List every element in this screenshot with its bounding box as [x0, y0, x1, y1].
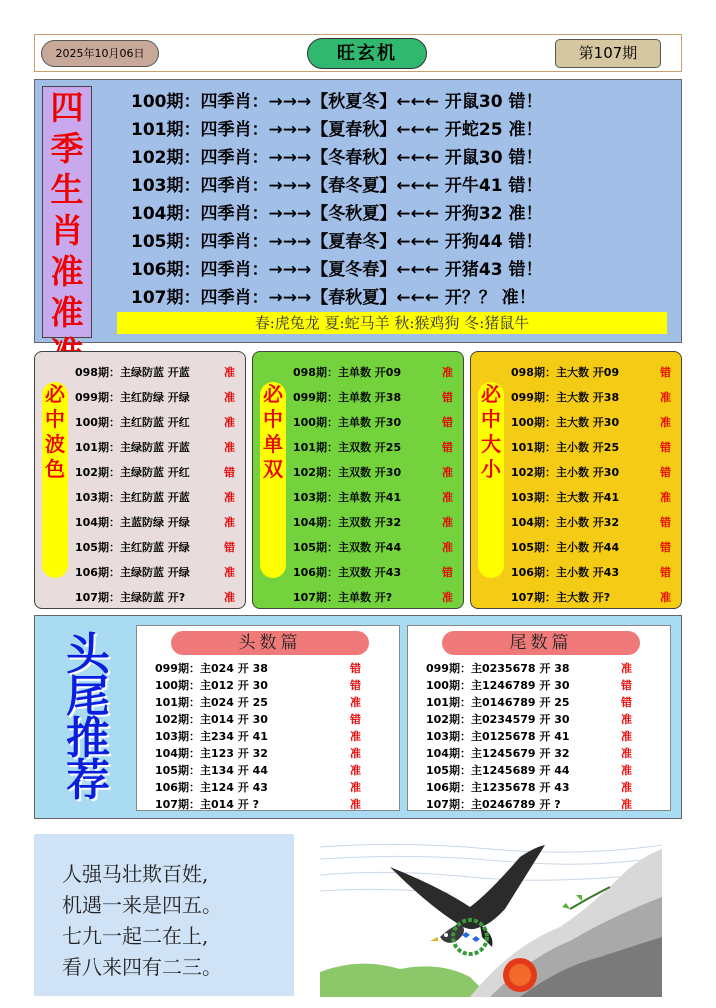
list-item [426, 745, 666, 762]
vertical-title-char: 季 [50, 129, 84, 168]
date-badge: 2025年10月06日 [41, 40, 159, 67]
vertical-title-char: 中 [263, 407, 283, 431]
result-label: 准 [660, 591, 671, 604]
list-item [511, 360, 679, 385]
list-item [75, 535, 243, 560]
result-label: 错 [350, 679, 361, 692]
list-item-text: 101期：主0146789 开 25 [426, 696, 570, 709]
list-item-text: 103期：主大数 开41 [511, 491, 620, 504]
result-label: 错 [660, 516, 671, 529]
list-item-text: 103期：主0125678 开 41 [426, 730, 570, 743]
wave-color-panel [34, 351, 246, 609]
list-item-text: 106期：主双数 开43 [293, 566, 402, 579]
list-item [293, 485, 461, 510]
vertical-title-char: 色 [45, 457, 65, 481]
list-item-text: 099期：主单数 开38 [293, 391, 402, 404]
list-item [426, 728, 666, 745]
list-item-text: 106期：主小数 开43 [511, 566, 620, 579]
list-item-text: 104期：主小数 开32 [511, 516, 620, 529]
four-seasons-section [34, 79, 682, 343]
list-item-text: 107期：主绿防蓝 开? [75, 591, 186, 604]
vertical-title-char: 尾 [66, 671, 110, 722]
result-label: 准 [442, 516, 453, 529]
season-row: 101期：四季肖：→→→【夏春秋】←←← 开蛇25 准！ [131, 120, 543, 140]
result-label: 准 [621, 798, 632, 811]
list-item-text: 100期：主大数 开30 [511, 416, 620, 429]
result-label: 准 [350, 730, 361, 743]
list-item-text: 102期：主0234579 开 30 [426, 713, 570, 726]
list-item [511, 460, 679, 485]
list-item [155, 694, 395, 711]
list-item-text: 099期：主024 开 38 [155, 662, 268, 675]
result-label: 准 [621, 662, 632, 675]
list-item-text: 106期：主124 开 43 [155, 781, 268, 794]
list-item [426, 779, 666, 796]
list-item [75, 360, 243, 385]
list-item-text: 102期：主绿防蓝 开红 [75, 466, 190, 479]
list-item-text: 101期：主024 开 25 [155, 696, 268, 709]
list-item [293, 510, 461, 535]
result-label: 准 [224, 441, 235, 454]
result-label: 准 [442, 541, 453, 554]
four-seasons-list [131, 88, 651, 312]
list-item-text: 105期：主小数 开44 [511, 541, 620, 554]
list-item-text: 107期：主0246789 开 ? [426, 798, 561, 811]
vertical-title-char: 波 [45, 432, 65, 456]
big-small-panel [470, 351, 682, 609]
list-item [155, 779, 395, 796]
big-small-vertical-title [478, 382, 504, 578]
list-item-text: 104期：主双数 开32 [293, 516, 402, 529]
list-item [75, 410, 243, 435]
season-row: 105期：四季肖：→→→【夏春冬】←←← 开狗44 错！ [131, 232, 543, 252]
result-label: 准 [350, 764, 361, 777]
result-label: 错 [621, 679, 632, 692]
list-item-text: 100期：主单数 开30 [293, 416, 402, 429]
list-item-text: 099期：主0235678 开 38 [426, 662, 570, 675]
list-item [293, 585, 461, 610]
result-label: 准 [660, 391, 671, 404]
result-label: 错 [442, 566, 453, 579]
list-item [511, 385, 679, 410]
result-label: 错 [224, 466, 235, 479]
result-label: 错 [660, 541, 671, 554]
result-label: 准 [621, 730, 632, 743]
season-row: 102期：四季肖：→→→【冬春秋】←←← 开鼠30 错！ [131, 148, 543, 168]
list-item-text: 100期：主012 开 30 [155, 679, 268, 692]
vertical-title-char: 肖 [50, 211, 84, 250]
page-title: 旺玄机 [307, 38, 427, 69]
list-item-text: 103期：主234 开 41 [155, 730, 268, 743]
list-item-text: 100期：主红防蓝 开红 [75, 416, 190, 429]
list-item-text: 102期：主双数 开30 [293, 466, 402, 479]
list-item [155, 728, 395, 745]
list-item [426, 677, 666, 694]
result-label: 准 [350, 696, 361, 709]
head-tail-section [34, 615, 682, 819]
tail-number-box [407, 625, 671, 811]
tail-number-title: 尾数篇 [442, 631, 640, 655]
list-item [511, 535, 679, 560]
list-item-text: 100期：主1246789 开 30 [426, 679, 570, 692]
result-label: 错 [442, 416, 453, 429]
head-number-list [155, 660, 395, 813]
result-label: 准 [224, 516, 235, 529]
list-item-text: 105期：主双数 开44 [293, 541, 402, 554]
list-item-text: 105期：主红防蓝 开绿 [75, 541, 190, 554]
list-item-text: 104期：主123 开 32 [155, 747, 268, 760]
list-item [293, 385, 461, 410]
result-label: 准 [224, 391, 235, 404]
vertical-title-char: 大 [481, 432, 501, 456]
vertical-title-char: 准 [50, 252, 84, 291]
odd-even-vertical-title [260, 382, 286, 578]
result-label: 错 [442, 391, 453, 404]
vertical-title-char: 中 [45, 407, 65, 431]
list-item-text: 099期：主大数 开38 [511, 391, 620, 404]
result-label: 准 [350, 747, 361, 760]
vertical-title-char: 中 [481, 407, 501, 431]
list-item-text: 107期：主大数 开? [511, 591, 611, 604]
list-item [293, 435, 461, 460]
vertical-title-char: 双 [263, 457, 283, 481]
list-item [426, 711, 666, 728]
result-label: 准 [224, 366, 235, 379]
big-small-list [511, 360, 679, 610]
result-label: 准 [224, 416, 235, 429]
list-item [75, 435, 243, 460]
vertical-title-char: 必 [45, 382, 65, 406]
list-item-text: 106期：主绿防蓝 开绿 [75, 566, 190, 579]
result-label: 准 [442, 491, 453, 504]
list-item [426, 660, 666, 677]
list-item-text: 098期：主大数 开09 [511, 366, 620, 379]
result-label: 准 [442, 591, 453, 604]
list-item [426, 796, 666, 813]
odd-even-panel [252, 351, 464, 609]
list-item-text: 107期：主014 开 ? [155, 798, 259, 811]
list-item [155, 711, 395, 728]
list-item-text: 103期：主红防蓝 开蓝 [75, 491, 190, 504]
list-item-text: 098期：主单数 开09 [293, 366, 402, 379]
result-label: 错 [660, 566, 671, 579]
list-item-text: 101期：主小数 开25 [511, 441, 620, 454]
list-item [426, 762, 666, 779]
poem-line: 人强马壮欺百姓, [62, 862, 209, 886]
list-item [155, 796, 395, 813]
result-label: 准 [621, 764, 632, 777]
list-item [293, 560, 461, 585]
list-item-text: 105期：主134 开 44 [155, 764, 268, 777]
vertical-title-char: 头 [66, 629, 110, 680]
list-item [155, 660, 395, 677]
list-item [511, 410, 679, 435]
season-row: 107期：四季肖：→→→【春秋夏】←←← 开？？ 准！ [131, 288, 536, 308]
result-label: 准 [621, 781, 632, 794]
result-label: 准 [350, 798, 361, 811]
tail-number-list [426, 660, 666, 813]
list-item [75, 385, 243, 410]
vertical-title-char: 四 [50, 88, 84, 127]
result-label: 错 [660, 441, 671, 454]
four-seasons-vertical-title [42, 86, 92, 338]
eagle-illustration [320, 837, 662, 997]
vertical-title-char: 生 [50, 170, 84, 209]
result-label: 错 [350, 662, 361, 675]
season-row: 103期：四季肖：→→→【春冬夏】←←← 开牛41 错！ [131, 176, 543, 196]
result-label: 准 [621, 747, 632, 760]
list-item [155, 677, 395, 694]
list-item-text: 098期：主绿防蓝 开蓝 [75, 366, 190, 379]
list-item [75, 485, 243, 510]
vertical-title-char: 准 [50, 293, 84, 332]
poem-line: 机遇一来是四五。 [62, 893, 222, 917]
result-label: 准 [442, 466, 453, 479]
odd-even-list [293, 360, 461, 610]
season-row: 100期：四季肖：→→→【秋夏冬】←←← 开鼠30 错！ [131, 92, 543, 112]
wave-color-list [75, 360, 243, 610]
list-item-text: 099期：主红防绿 开绿 [75, 391, 190, 404]
list-item [511, 485, 679, 510]
list-item [75, 460, 243, 485]
result-label: 准 [442, 366, 453, 379]
result-label: 准 [224, 591, 235, 604]
result-label: 准 [224, 566, 235, 579]
vertical-title-char: 必 [481, 382, 501, 406]
list-item [155, 762, 395, 779]
vertical-title-char: 推 [66, 713, 110, 764]
poem-line: 看八来四有二三。 [62, 955, 222, 979]
list-item [426, 694, 666, 711]
result-label: 准 [660, 416, 671, 429]
season-legend: 春:虎兔龙 夏:蛇马羊 秋:猴鸡狗 冬:猪鼠牛 [117, 312, 667, 334]
result-label: 错 [660, 366, 671, 379]
issue-badge: 第107期 [555, 39, 661, 68]
season-row: 106期：四季肖：→→→【夏冬春】←←← 开猪43 错！ [131, 260, 543, 280]
vertical-title-char: 荐 [66, 755, 110, 806]
result-label: 准 [224, 491, 235, 504]
list-item [511, 510, 679, 535]
result-label: 错 [442, 441, 453, 454]
head-tail-vertical-title [43, 629, 133, 806]
vertical-title-char: 小 [481, 457, 501, 481]
list-item [293, 460, 461, 485]
list-item-text: 107期：主单数 开? [293, 591, 393, 604]
list-item [75, 560, 243, 585]
list-item [293, 360, 461, 385]
result-label: 错 [660, 466, 671, 479]
list-item [75, 585, 243, 610]
list-item-text: 104期：主1245679 开 32 [426, 747, 570, 760]
list-item-text: 102期：主014 开 30 [155, 713, 268, 726]
list-item-text: 102期：主小数 开30 [511, 466, 620, 479]
result-label: 错 [621, 696, 632, 709]
vertical-title-char: 单 [263, 432, 283, 456]
result-label: 错 [224, 541, 235, 554]
poem-box [34, 834, 294, 996]
result-label: 准 [660, 491, 671, 504]
head-number-box [136, 625, 400, 811]
list-item [511, 560, 679, 585]
list-item-text: 101期：主双数 开25 [293, 441, 402, 454]
season-row: 104期：四季肖：→→→【冬秋夏】←←← 开狗32 准！ [131, 204, 543, 224]
list-item [293, 535, 461, 560]
poem-line: 七九一起二在上, [62, 924, 209, 948]
head-number-title: 头数篇 [171, 631, 369, 655]
header-bar [34, 34, 682, 72]
list-item-text: 103期：主单数 开41 [293, 491, 402, 504]
result-label: 准 [621, 713, 632, 726]
result-label: 错 [350, 713, 361, 726]
list-item-text: 106期：主1235678 开 43 [426, 781, 570, 794]
list-item [155, 745, 395, 762]
vertical-title-char: 必 [263, 382, 283, 406]
list-item-text: 104期：主蓝防绿 开绿 [75, 516, 190, 529]
result-label: 准 [350, 781, 361, 794]
wave-color-vertical-title [42, 382, 68, 578]
list-item-text: 101期：主绿防蓝 开蓝 [75, 441, 190, 454]
list-item [293, 410, 461, 435]
list-item [75, 510, 243, 535]
list-item-text: 105期：主1245689 开 44 [426, 764, 570, 777]
list-item [511, 435, 679, 460]
list-item [511, 585, 679, 610]
